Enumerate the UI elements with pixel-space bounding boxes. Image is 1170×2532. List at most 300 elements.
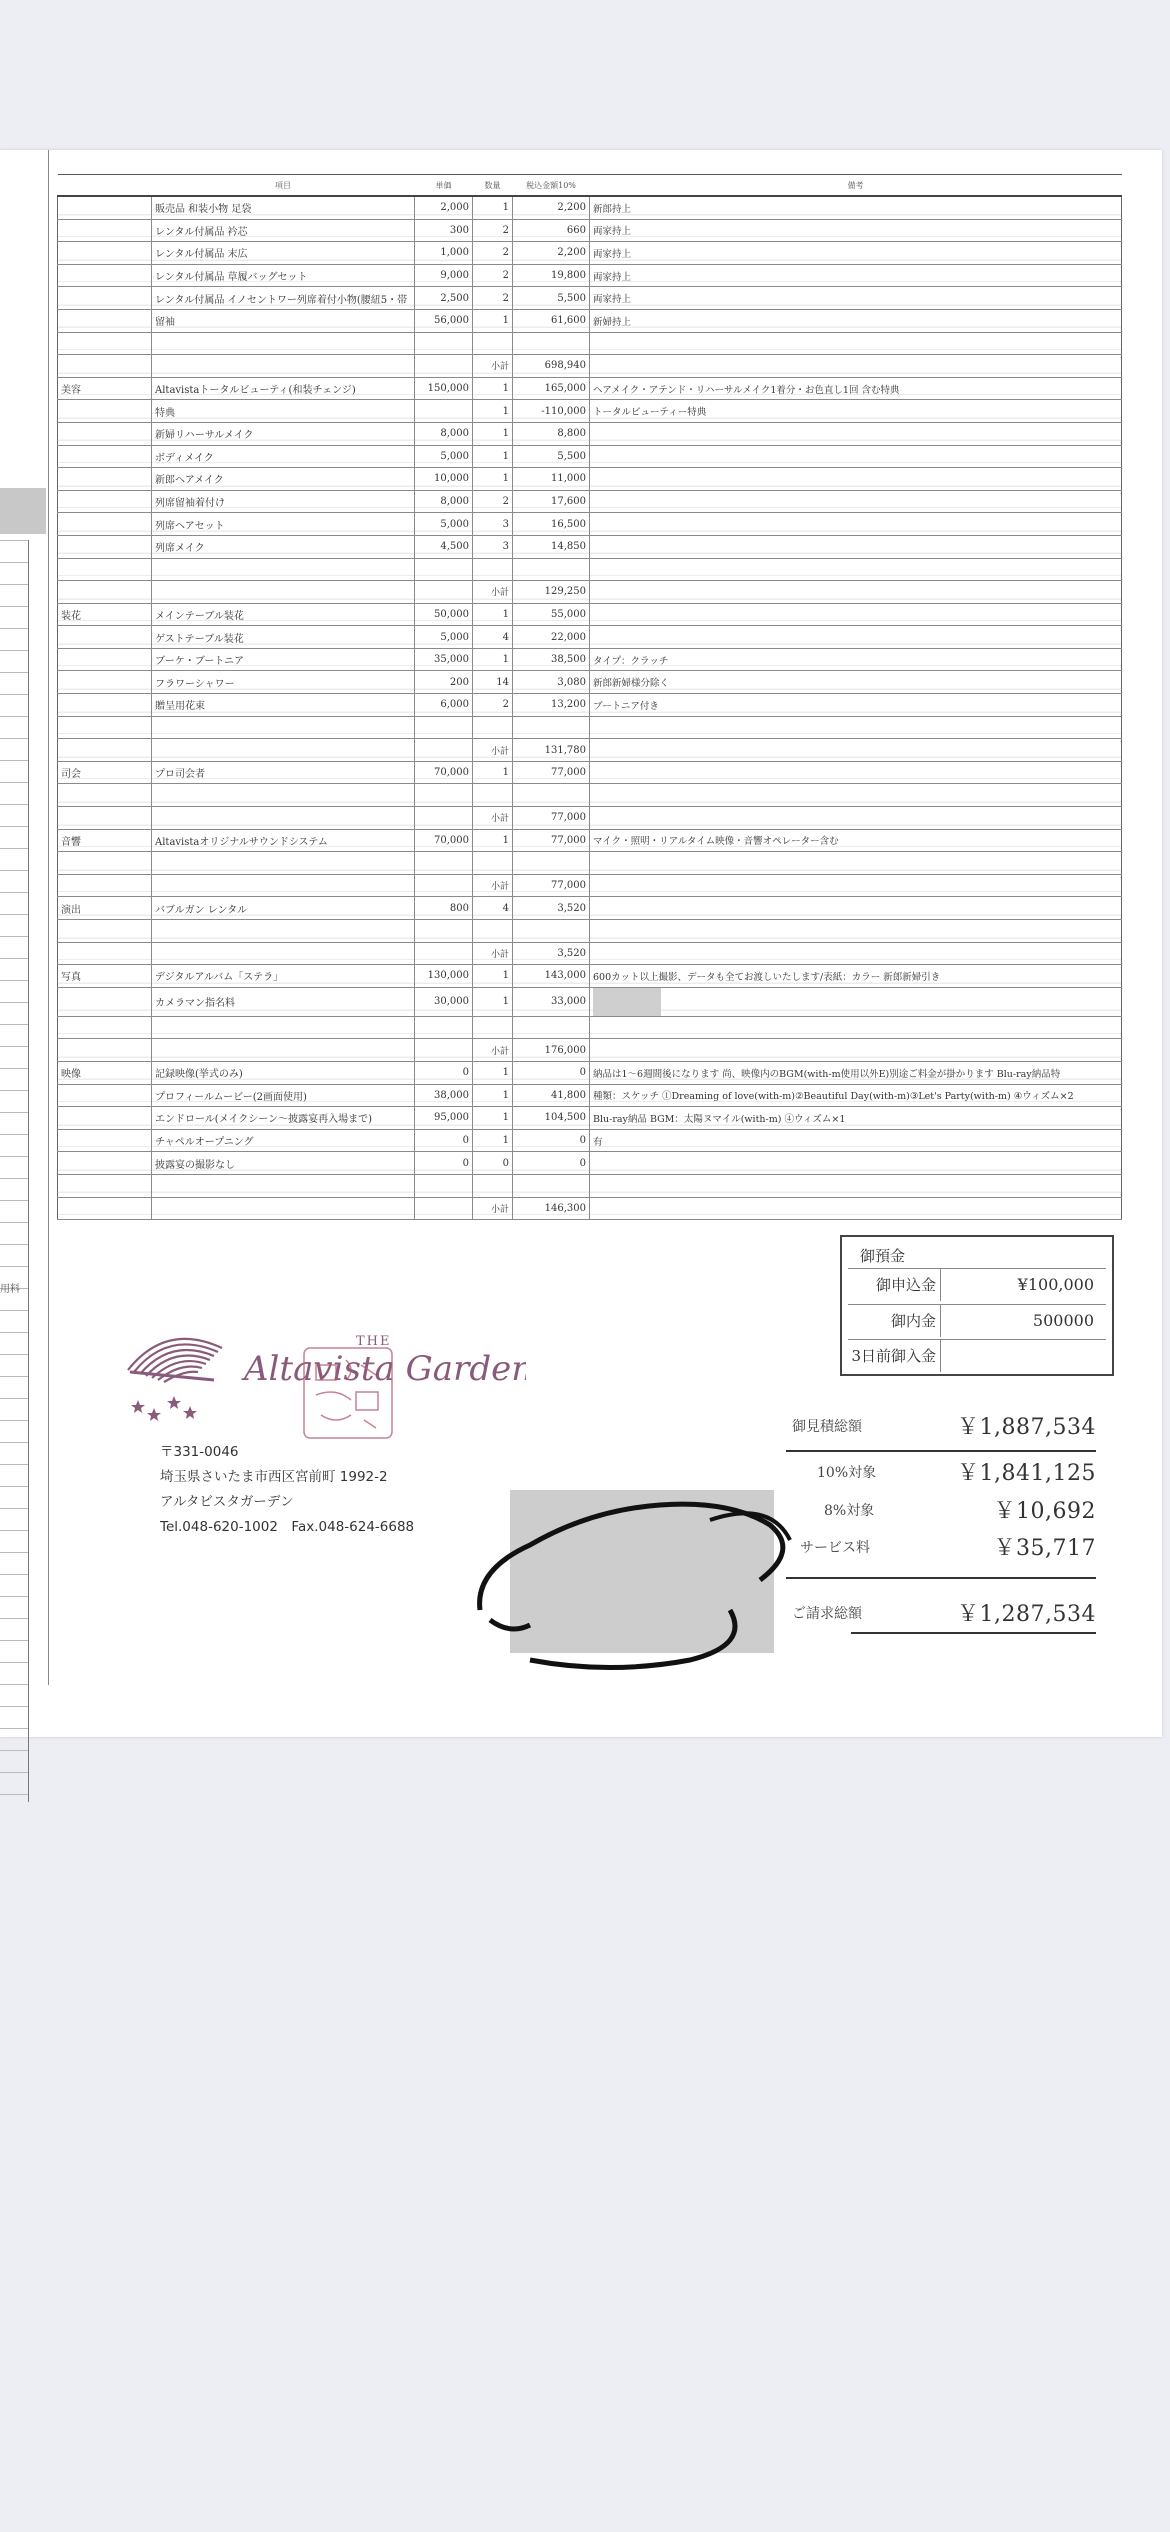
service-fee-row [786,1531,1096,1567]
underlying-table-lines [0,540,29,1802]
note-cell [590,513,1122,536]
divider [786,1450,1096,1452]
redacted-note [593,988,661,1016]
quantity-cell: 1 [473,965,513,988]
underlying-row-line [0,1662,28,1663]
item-cell [152,852,415,875]
table-row [58,694,1122,717]
note-cell [590,920,1122,943]
unit-price-cell [415,1039,473,1062]
item-cell: バブルガン レンタル [152,897,415,920]
amount-cell [513,920,590,943]
quantity-cell: 2 [473,242,513,265]
category-cell [58,264,152,287]
note-cell: マイク・照明・リアルタイム映像・音響オペレーター含む [590,829,1122,852]
tax10-row [786,1456,1096,1492]
deposit-value: ¥100,000 [1017,1275,1094,1294]
category-cell [58,1039,152,1062]
unit-price-cell: 38,000 [415,1084,473,1107]
underlying-row-line [0,1552,28,1553]
table-row [58,400,1122,423]
amount-cell: 19,800 [513,264,590,287]
underlying-row-line [0,1706,28,1707]
table-row [58,829,1122,852]
header-unit-price: 単価 [415,175,473,197]
unit-price-cell: 0 [415,1061,473,1084]
quantity-cell: 4 [473,626,513,649]
table-row [58,309,1122,332]
quantity-cell: 1 [473,987,513,1016]
item-cell: レンタル付属品 衿芯 [152,219,415,242]
header-category [58,175,152,197]
underlying-row-line [0,1376,28,1377]
quantity-cell: 1 [473,445,513,468]
unit-price-cell: 95,000 [415,1107,473,1130]
category-cell [58,1152,152,1175]
note-cell [590,852,1122,875]
amount-cell: 5,500 [513,445,590,468]
note-cell [590,739,1122,762]
table-row [58,1129,1122,1152]
underlying-row-line [0,1222,28,1223]
quantity-cell: 1 [473,400,513,423]
unit-price-cell [415,581,473,604]
underlying-row-line [0,650,28,651]
underlying-row-line [0,1794,28,1795]
subtotal-row [58,807,1122,830]
table-row [58,897,1122,920]
underlying-row-line [0,628,28,629]
amount-cell: 8,800 [513,422,590,445]
unit-price-cell: 2,000 [415,196,473,219]
category-cell [58,400,152,423]
item-cell [152,942,415,965]
deposit-row [848,1339,1106,1372]
quantity-cell [473,332,513,355]
underlying-row-line [0,1618,28,1619]
item-cell: ゲストテーブル装花 [152,626,415,649]
table-row [58,716,1122,739]
deposit-row [848,1304,1106,1337]
table-row [58,1107,1122,1130]
quantity-cell: 1 [473,468,513,491]
item-cell: カメラマン指名料 [152,987,415,1016]
unit-price-cell [415,739,473,762]
amount-cell: 0 [513,1152,590,1175]
item-cell: 新婦リハーサルメイク [152,422,415,445]
item-cell: 列席ヘアセット [152,513,415,536]
table-row [58,535,1122,558]
category-cell [58,987,152,1016]
tax10-value: ￥1,841,125 [957,1461,1096,1486]
table-row [58,490,1122,513]
category-cell [58,490,152,513]
underlying-row-line [0,1134,28,1135]
underlying-row-line [0,1398,28,1399]
subtotal-row [58,942,1122,965]
subtotal-row [58,1039,1122,1062]
category-cell [58,784,152,807]
item-cell [152,874,415,897]
table-row [58,196,1122,219]
divider [786,1577,1096,1579]
deposit-value [941,1340,1106,1372]
table-row [58,219,1122,242]
unit-price-cell [415,920,473,943]
item-cell [152,716,415,739]
quantity-cell: 2 [473,694,513,717]
underlying-row-line [0,1068,28,1069]
underlying-row-line [0,1156,28,1157]
underlying-row-line [0,1530,28,1531]
note-cell [590,558,1122,581]
amount-cell: 22,000 [513,626,590,649]
category-cell [58,626,152,649]
item-cell: プロフィールムービー(2画面使用) [152,1084,415,1107]
note-cell [590,761,1122,784]
quantity-cell: 14 [473,671,513,694]
amount-cell [513,852,590,875]
deposit-row [848,1268,1106,1301]
amount-cell: 77,000 [513,829,590,852]
header-quantity: 数量 [473,175,513,197]
category-cell [58,581,152,604]
item-cell: ボディメイク [152,445,415,468]
amount-cell: 2,200 [513,196,590,219]
amount-cell: 5,500 [513,287,590,310]
table-row [58,332,1122,355]
category-cell: 司会 [58,761,152,784]
note-cell: 有 [590,1129,1122,1152]
item-cell [152,1197,415,1220]
unit-price-cell: 70,000 [415,829,473,852]
category-cell [58,196,152,219]
category-cell [58,535,152,558]
category-cell [58,1129,152,1152]
item-cell: 列席留袖着付け [152,490,415,513]
table-row [58,987,1122,1016]
billing-total-value: ￥1,287,534 [957,1602,1096,1627]
estimate-total-label: 御見積総額 [792,1419,862,1435]
underlying-row-line [0,562,28,563]
category-cell [58,648,152,671]
tax10-label: 10%対象 [817,1465,877,1481]
note-cell: 600カット以上撮影、データも全てお渡しいたします/表紙：カラー 新郎新婦引き [590,965,1122,988]
unit-price-cell: 130,000 [415,965,473,988]
item-cell: Altavistaオリジナルサウンドシステム [152,829,415,852]
underlying-row-line [0,1750,28,1751]
amount-cell: 104,500 [513,1107,590,1130]
note-cell: 新郎新婦様分除く [590,671,1122,694]
amount-cell [513,716,590,739]
underlying-row-line [0,892,28,893]
category-cell: 写真 [58,965,152,988]
category-cell [58,445,152,468]
amount-cell: 77,000 [513,761,590,784]
category-cell [58,852,152,875]
category-cell [58,671,152,694]
unit-price-cell [415,355,473,378]
table-row [58,626,1122,649]
unit-price-cell [415,716,473,739]
unit-price-cell [415,558,473,581]
amount-cell: 129,250 [513,581,590,604]
subtotal-label-cell: 小計 [473,807,513,830]
table-row [58,1084,1122,1107]
underlying-row-line [0,1574,28,1575]
quantity-cell: 2 [473,490,513,513]
underlying-row-line [0,1640,28,1641]
amount-cell: 3,520 [513,897,590,920]
service-fee-value: ￥35,717 [993,1536,1096,1561]
subtotal-label-cell: 小計 [473,942,513,965]
star-icons [131,1396,197,1421]
item-cell: フラワーシャワー [152,671,415,694]
unit-price-cell: 30,000 [415,987,473,1016]
underlying-row-line [0,782,28,783]
note-cell: 両家持上 [590,287,1122,310]
note-cell [590,445,1122,468]
note-cell: タイプ：クラッチ [590,648,1122,671]
note-cell: トータルビューティー特典 [590,400,1122,423]
quantity-cell: 3 [473,513,513,536]
amount-cell: 38,500 [513,648,590,671]
underlying-row-line [0,1442,28,1443]
unit-price-cell: 6,000 [415,694,473,717]
unit-price-cell: 200 [415,671,473,694]
amount-cell: 698,940 [513,355,590,378]
note-cell [590,716,1122,739]
item-cell: 記録映像(挙式のみ) [152,1061,415,1084]
note-cell: 新婦持上 [590,309,1122,332]
unit-price-cell: 5,000 [415,445,473,468]
item-cell: 留袖 [152,309,415,332]
item-cell: メインテーブル装花 [152,603,415,626]
category-cell [58,1084,152,1107]
underlying-row-line [0,980,28,981]
note-cell: ブートニア付き [590,694,1122,717]
note-cell [590,490,1122,513]
quantity-cell [473,920,513,943]
deposit-title: 御預金 [860,1247,906,1265]
unit-price-cell: 800 [415,897,473,920]
subtotal-row [58,581,1122,604]
underlying-row-line [0,1332,28,1333]
amount-cell [513,558,590,581]
amount-cell: 165,000 [513,377,590,400]
billing-total-label: ご請求総額 [792,1606,862,1622]
item-cell: 販売品 和装小物 足袋 [152,196,415,219]
amount-cell: 41,800 [513,1084,590,1107]
item-cell: ブーケ・ブートニア [152,648,415,671]
service-fee-label: サービス料 [800,1540,870,1556]
underlying-row-line [0,1024,28,1025]
table-row [58,513,1122,536]
item-cell: チャペルオープニング [152,1129,415,1152]
category-cell [58,287,152,310]
note-cell [590,942,1122,965]
category-cell [58,332,152,355]
item-cell: 特典 [152,400,415,423]
item-cell [152,920,415,943]
quantity-cell: 0 [473,1152,513,1175]
header-notes: 備考 [590,175,1122,197]
underlying-row-line [0,1266,28,1267]
quantity-cell: 1 [473,761,513,784]
item-cell: エンドロール(メイクシーン～披露宴再入場まで) [152,1107,415,1130]
unit-price-cell: 50,000 [415,603,473,626]
note-cell [590,581,1122,604]
invoice-page [0,150,1162,1737]
underlying-row-line [0,1464,28,1465]
redacted-block [0,488,46,534]
phone-fax: Tel.048-620-1002 Fax.048-624-6688 [160,1519,415,1535]
quantity-cell [473,784,513,807]
subtotal-row [58,739,1122,762]
underlying-row-line [0,540,28,541]
quantity-cell: 1 [473,196,513,219]
category-cell [58,920,152,943]
category-cell [58,558,152,581]
item-cell [152,1174,415,1197]
underlying-row-line [0,672,28,673]
quantity-cell [473,558,513,581]
deposit-box [840,1235,1114,1376]
amount-cell: 146,300 [513,1197,590,1220]
item-cell: 列席メイク [152,535,415,558]
underlying-row-line [0,1112,28,1113]
subtotal-label-cell: 小計 [473,581,513,604]
category-cell: 装花 [58,603,152,626]
quantity-cell: 1 [473,603,513,626]
unit-price-cell [415,874,473,897]
deposit-value: 500000 [1032,1311,1094,1330]
unit-price-cell: 10,000 [415,468,473,491]
table-row [58,1174,1122,1197]
note-cell [590,1016,1122,1039]
note-cell [590,468,1122,491]
unit-price-cell [415,1016,473,1039]
table-row [58,603,1122,626]
unit-price-cell [415,1197,473,1220]
unit-price-cell: 4,500 [415,535,473,558]
page-divider [48,150,49,1685]
company-name: アルタビスタガーデン [160,1494,294,1510]
category-cell [58,807,152,830]
table-row [58,468,1122,491]
amount-cell [513,332,590,355]
divider [851,1632,1096,1634]
item-cell: 披露宴の撮影なし [152,1152,415,1175]
table-row [58,965,1122,988]
unit-price-cell: 1,000 [415,242,473,265]
quantity-cell [473,716,513,739]
category-cell: 音響 [58,829,152,852]
category-cell [58,468,152,491]
underlying-row-line [0,826,28,827]
note-cell [590,897,1122,920]
unit-price-cell: 8,000 [415,422,473,445]
amount-cell: 11,000 [513,468,590,491]
amount-cell: 55,000 [513,603,590,626]
underlying-row-line [0,1508,28,1509]
underlying-row-line [0,1772,28,1773]
category-cell: 美容 [58,377,152,400]
category-cell [58,309,152,332]
header-amount: 税込金額10% [513,175,590,197]
underlying-row-line [0,1310,28,1311]
table-row [58,1061,1122,1084]
unit-price-cell [415,784,473,807]
underlying-page-edge [0,350,48,1800]
underlying-row-line [0,1728,28,1729]
subtotal-label-cell: 小計 [473,1039,513,1062]
table-row [58,287,1122,310]
item-cell [152,739,415,762]
header-item: 項目 [152,175,415,197]
amount-cell: 77,000 [513,807,590,830]
note-cell [590,422,1122,445]
logo-name: Altavista Garden [244,1349,526,1389]
subtotal-row [58,874,1122,897]
subtotal-label-cell: 小計 [473,874,513,897]
unit-price-cell: 5,000 [415,513,473,536]
category-cell [58,694,152,717]
underlying-row-line [0,584,28,585]
amount-cell: 13,200 [513,694,590,717]
quantity-cell: 2 [473,264,513,287]
item-cell [152,1039,415,1062]
unit-price-cell [415,400,473,423]
unit-price-cell: 2,500 [415,287,473,310]
amount-cell: 2,200 [513,242,590,265]
table-row [58,377,1122,400]
unit-price-cell [415,852,473,875]
unit-price-cell: 300 [415,219,473,242]
underlying-row-line [0,1200,28,1201]
note-cell: 両家持上 [590,219,1122,242]
note-cell [590,1174,1122,1197]
note-cell [590,603,1122,626]
underlying-row-line [0,1046,28,1047]
note-cell [590,1197,1122,1220]
underlying-row-line [0,1420,28,1421]
estimate-table [57,174,1122,1220]
note-cell [590,807,1122,830]
underlying-row-line [0,606,28,607]
item-cell: レンタル付属品 草履バッグセット [152,264,415,287]
deposit-label: 3日前御入金 [848,1340,941,1372]
underlying-row-line [0,958,28,959]
quantity-cell: 1 [473,422,513,445]
note-cell: 新郎持上 [590,196,1122,219]
category-cell [58,1174,152,1197]
subtotal-label-cell: 小計 [473,1197,513,1220]
unit-price-cell: 0 [415,1152,473,1175]
amount-cell: 14,850 [513,535,590,558]
quantity-cell: 1 [473,1107,513,1130]
unit-price-cell [415,942,473,965]
amount-cell: 176,000 [513,1039,590,1062]
amount-cell: 3,520 [513,942,590,965]
table-row [58,558,1122,581]
quantity-cell: 1 [473,829,513,852]
subtotal-row [58,1197,1122,1220]
quantity-cell: 2 [473,219,513,242]
table-row [58,920,1122,943]
table-row [58,648,1122,671]
unit-price-cell: 8,000 [415,490,473,513]
